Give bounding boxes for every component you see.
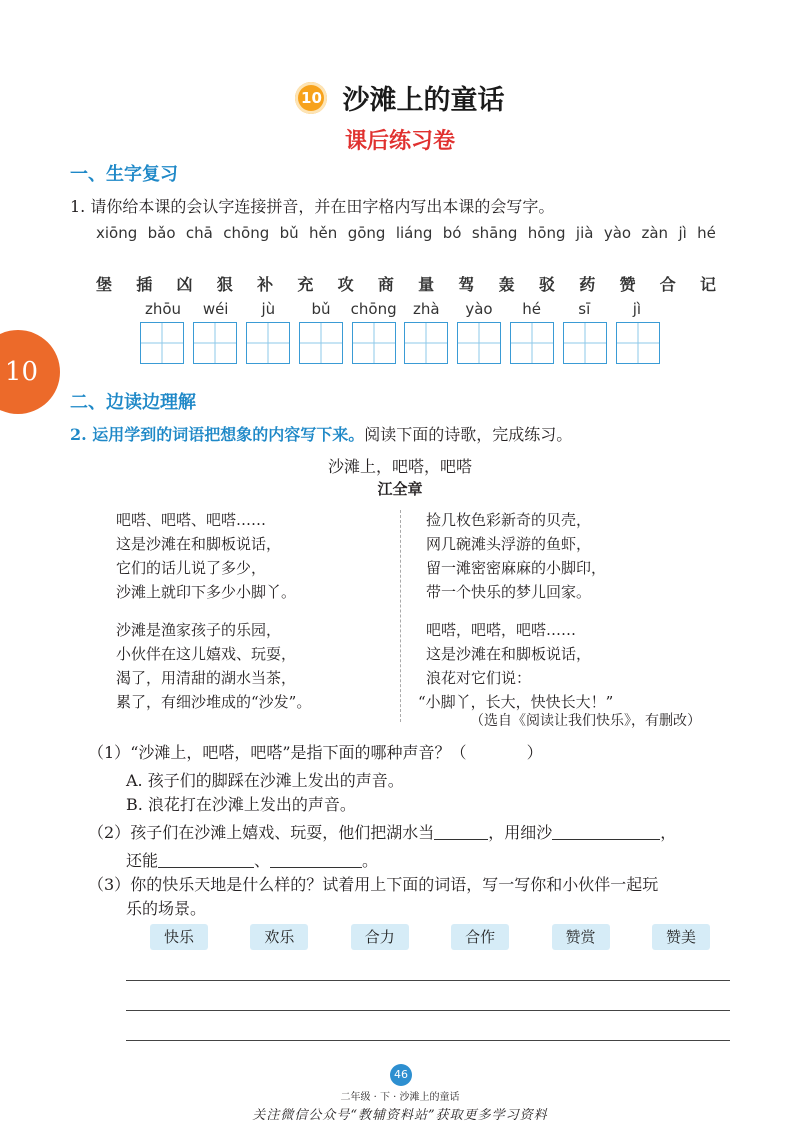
word-chip: 快乐 — [150, 924, 208, 950]
grid-pinyin: jù — [261, 300, 276, 318]
poem-line: 这是沙滩在和脚板说话， — [426, 645, 592, 663]
character-item[interactable]: 轰 — [498, 275, 515, 294]
character-item[interactable]: 药 — [579, 275, 596, 294]
character-item[interactable]: 量 — [418, 275, 435, 294]
footer-ad-text: 关注微信公众号“教辅资料站”获取更多学习资料 — [252, 1108, 548, 1123]
poem-line: 它们的话儿说了多少， — [116, 559, 267, 577]
poem-line: 小伙伴在这儿嬉戏、玩耍， — [116, 645, 297, 663]
pinyin-item[interactable]: bǎo — [147, 224, 176, 242]
poem-line: “小脚丫，长大，快快长大！” — [418, 693, 614, 711]
grid-pinyin: chōng — [350, 300, 397, 318]
character-item[interactable]: 驳 — [538, 275, 555, 294]
tianzige-cell[interactable] — [299, 322, 343, 364]
writing-line[interactable] — [126, 1040, 730, 1041]
pinyin-row — [96, 224, 716, 242]
poem-line: 沙滩是渔家孩子的乐园， — [116, 621, 282, 639]
pinyin-item[interactable]: hěn — [309, 224, 338, 242]
subquestion-3-line2: 乐的场景。 — [126, 899, 207, 918]
pinyin-item[interactable]: liáng — [395, 224, 433, 242]
tianzige-cell[interactable] — [510, 322, 554, 364]
poem-right-column — [418, 508, 614, 728]
fill-blank[interactable] — [158, 851, 254, 868]
character-item[interactable]: 合 — [659, 275, 676, 294]
poem-stanza — [116, 618, 311, 714]
poem-stanza — [116, 508, 311, 604]
writing-line[interactable] — [126, 980, 730, 981]
poem-line: 吧嗒，吧嗒，吧嗒…… — [426, 621, 577, 639]
pinyin-item[interactable]: gōng — [347, 224, 386, 242]
page-title: 沙滩上的童话 — [342, 85, 505, 116]
poem-divider — [400, 510, 401, 722]
subquestion-text: ， — [660, 823, 677, 842]
title-row — [0, 78, 800, 117]
character-item[interactable]: 记 — [699, 275, 716, 294]
character-item[interactable]: 插 — [136, 275, 153, 294]
poem-author: 江全章 — [377, 480, 423, 498]
subquestion-text: “沙滩上，吧嗒，吧嗒”是指下面的哪种声音？（ — [130, 743, 467, 762]
poem-stanza — [418, 618, 614, 714]
question2-rest: 阅读下面的诗歌，完成练习。 — [364, 425, 573, 444]
poem-line: 浪花对它们说： — [426, 669, 532, 687]
subquestion-text: ，用细沙 — [488, 823, 553, 842]
poem-line: 留一滩密密麻麻的小脚印， — [426, 559, 607, 577]
footer-course-label: 二年级 · 下 · 沙滩上的童话 — [340, 1092, 460, 1103]
pinyin-item[interactable]: xiōng — [96, 224, 138, 242]
pinyin-item[interactable]: yào — [603, 224, 632, 242]
character-row — [96, 272, 716, 295]
poem-line: 吧嗒、吧嗒、吧嗒…… — [116, 511, 267, 529]
subquestion-text: 孩子们在沙滩上嬉戏、玩耍，他们把湖水当 — [130, 823, 435, 842]
character-item[interactable]: 商 — [377, 275, 394, 294]
poem-stanza — [426, 508, 613, 604]
grid-pinyin: hé — [522, 300, 541, 318]
grid-pinyin: bǔ — [311, 300, 331, 318]
paren-close: ） — [526, 743, 543, 762]
poem-line: 带一个快乐的梦儿回家。 — [426, 583, 592, 601]
pinyin-item[interactable]: hé — [697, 224, 716, 242]
pinyin-item[interactable]: bǔ — [279, 224, 299, 242]
character-item[interactable]: 驾 — [458, 275, 475, 294]
pinyin-item[interactable]: hōng — [527, 224, 566, 242]
word-chip: 欢乐 — [250, 924, 308, 950]
section2-heading: 二、边读边理解 — [70, 392, 196, 413]
pinyin-item[interactable]: shāng — [471, 224, 518, 242]
fill-blank[interactable] — [552, 823, 660, 840]
tianzige-cell[interactable] — [404, 322, 448, 364]
tianzige-cell[interactable] — [246, 322, 290, 364]
character-item[interactable]: 充 — [297, 275, 314, 294]
poem-line: 沙滩上就印下多少小脚丫。 — [116, 583, 297, 601]
subquestion-2-line2 — [126, 848, 378, 871]
character-item[interactable]: 补 — [257, 275, 274, 294]
grid-pinyin-row — [140, 300, 660, 318]
side-tab-lesson: 10 — [0, 330, 60, 414]
pinyin-item[interactable]: zàn — [641, 224, 669, 242]
character-item[interactable]: 狠 — [216, 275, 233, 294]
word-chip: 赞赏 — [552, 924, 610, 950]
word-bank — [150, 924, 710, 950]
subquestion-3 — [88, 872, 658, 895]
subquestion-1 — [88, 740, 543, 763]
character-item[interactable]: 攻 — [337, 275, 354, 294]
character-item[interactable]: 赞 — [619, 275, 636, 294]
tianzige-cell[interactable] — [563, 322, 607, 364]
poem-title: 沙滩上，吧嗒，吧嗒 — [327, 457, 472, 476]
character-item[interactable]: 堡 — [96, 275, 113, 294]
writing-line[interactable] — [126, 1010, 730, 1011]
grid-pinyin: zhà — [412, 300, 440, 318]
poem-left-column — [116, 508, 311, 728]
tianzige-cell[interactable] — [352, 322, 396, 364]
grid-pinyin: sī — [578, 300, 591, 318]
poem-line: 这是沙滩在和脚板说话， — [116, 535, 282, 553]
subquestion-text: 、 — [254, 851, 271, 870]
word-chip: 赞美 — [652, 924, 710, 950]
page-subtitle: 课后练习卷 — [344, 128, 455, 154]
word-chip: 合力 — [351, 924, 409, 950]
question1-text: 1. 请你给本课的会认字连接拼音，并在田字格内写出本课的会写字。 — [70, 197, 555, 216]
grid-pinyin: yào — [465, 300, 493, 318]
tianzige-row — [140, 322, 660, 364]
subquestion-text: 还能 — [126, 851, 159, 870]
grid-pinyin: zhōu — [144, 300, 182, 318]
tianzige-cell[interactable] — [616, 322, 660, 364]
subquestion-text: 你的快乐天地是什么样的？试着用上下面的词语，写一写你和小伙伴一起玩 — [130, 875, 659, 894]
character-item[interactable]: 凶 — [176, 275, 193, 294]
option-b[interactable]: B. 浪花打在沙滩上发出的声音。 — [126, 795, 356, 814]
tianzige-cell[interactable] — [193, 322, 237, 364]
option-a[interactable]: A. 孩子们的脚踩在沙滩上发出的声音。 — [126, 771, 404, 790]
pinyin-item[interactable]: chā — [185, 224, 213, 242]
poem-line: 渴了，用清甜的湖水当茶， — [116, 669, 297, 687]
lesson-number-badge: 10 — [295, 82, 327, 114]
fill-blank[interactable] — [434, 823, 488, 840]
subquestion-number: （3） — [88, 875, 131, 894]
question2-text — [70, 422, 572, 445]
grid-pinyin: jì — [632, 300, 642, 318]
pinyin-item[interactable]: bó — [442, 224, 462, 242]
poem-line: 捡几枚色彩新奇的贝壳， — [426, 511, 592, 529]
subquestion-number: （1） — [88, 743, 131, 762]
subquestion-2 — [88, 820, 676, 843]
tianzige-cell[interactable] — [140, 322, 184, 364]
pinyin-item[interactable]: jià — [575, 224, 594, 242]
tianzige-cell[interactable] — [457, 322, 501, 364]
poem-line: 累了，有细沙堆成的“沙发”。 — [116, 693, 312, 711]
poem-line: 网几碗滩头浮游的鱼虾， — [426, 535, 592, 553]
pinyin-item[interactable]: jì — [678, 224, 687, 242]
pinyin-item[interactable]: chōng — [223, 224, 270, 242]
poem-source: （选自《阅读让我们快乐》，有删改） — [470, 713, 701, 729]
word-chip: 合作 — [451, 924, 509, 950]
subquestion-text: 。 — [362, 851, 379, 870]
section1-heading: 一、生字复习 — [70, 164, 178, 185]
fill-blank[interactable] — [270, 851, 362, 868]
subquestion-number: （2） — [88, 823, 131, 842]
question2-highlight: 2. 运用学到的词语把想象的内容写下来。 — [70, 425, 365, 444]
grid-pinyin: wéi — [202, 300, 229, 318]
page-number: 46 — [390, 1064, 412, 1086]
